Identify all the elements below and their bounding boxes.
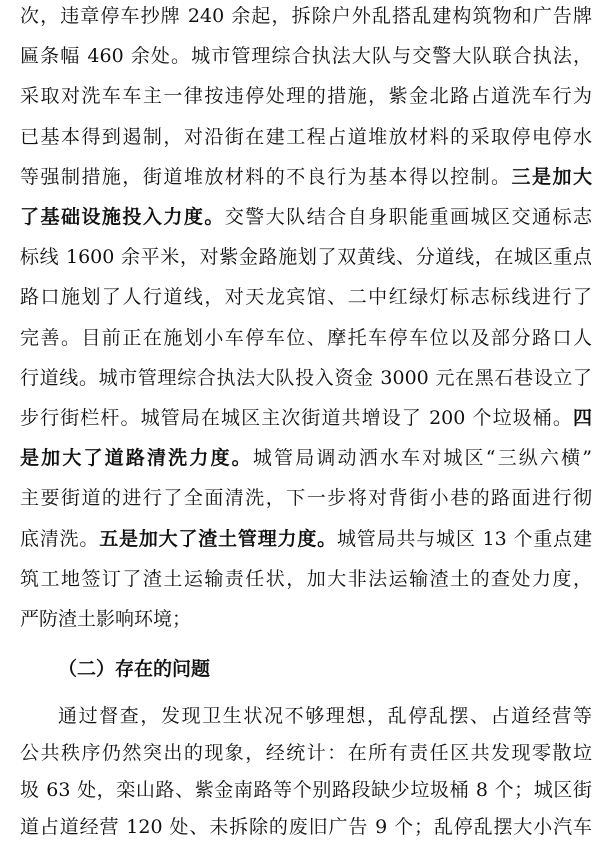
paragraph-line bbox=[20, 125, 592, 149]
text-run: 城管局调动洒水车对城区“三纵六横” bbox=[252, 447, 592, 469]
paragraph-line bbox=[20, 326, 592, 350]
text-run: 筑工地签订了渣土运输责任状，加大非法运输渣土的查处力度， bbox=[20, 568, 592, 590]
paragraph-line bbox=[20, 205, 592, 229]
text-run: 主要街道的进行了全面清洗，下一步将对背街小巷的路面进行彻 bbox=[20, 487, 592, 509]
text-run: 严防渣土影响环境； bbox=[20, 608, 192, 630]
text-run: 已基本得到遏制，对沿街在建工程占道堆放材料的采取停电停水 bbox=[20, 126, 592, 148]
paragraph-line bbox=[20, 567, 592, 591]
section-subheading: （二）存在的问题 bbox=[58, 658, 211, 680]
text-run: 行道线。城市管理综合执法大队投入资金 3000 元在黑石巷设立了 bbox=[20, 367, 592, 389]
paragraph-line: 公共秩序仍然突出的现象，经统计：在所有责任区共发现零散垃 bbox=[20, 742, 592, 764]
text-run: 步行街栏杆。城管局在城区主次街道共增设了 200 个垃圾桶。 bbox=[20, 407, 573, 429]
bold-text: 四 bbox=[572, 407, 592, 429]
paragraph-line bbox=[20, 406, 592, 430]
bold-text: 了基础设施投入力度。 bbox=[20, 206, 225, 228]
paragraph-line bbox=[20, 165, 592, 189]
paragraph-line: 道占道经营 120 处、未拆除的废旧广告 9 个；乱停乱摆大小汽车 bbox=[20, 816, 592, 838]
bold-text: 五是加大了渣土管理力度。 bbox=[99, 528, 337, 550]
text-run: 次，违章停车抄牌 240 余起，拆除户外乱搭乱建构筑物和广告牌 bbox=[20, 5, 592, 27]
text-run: 底清洗。 bbox=[20, 528, 100, 550]
paragraph-line bbox=[20, 446, 592, 470]
paragraph-line bbox=[20, 285, 592, 309]
bold-text: 是加大了道路清洗力度。 bbox=[20, 447, 253, 469]
text-run: 交警大队结合自身职能重画城区交通标志 bbox=[224, 206, 592, 228]
paragraph-line bbox=[20, 245, 592, 269]
paragraph-line bbox=[20, 84, 592, 108]
text-run: 路口施划了人行道线，对天龙宾馆、二中红绿灯标志标线进行了 bbox=[20, 286, 592, 308]
paragraph-line bbox=[20, 4, 592, 28]
text-run: 城管局共与城区 13 个重点建 bbox=[336, 528, 592, 550]
text-run: 标线 1600 余平米，对紫金路施划了双黄线、分道线，在城区重点 bbox=[20, 246, 592, 268]
paragraph-line bbox=[20, 527, 592, 551]
paragraph-line bbox=[20, 366, 592, 390]
text-run: 匾条幅 460 余处。城市管理综合执法大队与交警大队联合执法， bbox=[20, 45, 592, 67]
paragraph-line bbox=[20, 486, 592, 510]
paragraph-line bbox=[20, 607, 592, 631]
text-run: 采取对洗车车主一律按违停处理的措施，紫金北路占道洗车行为 bbox=[20, 85, 592, 107]
text-run: 完善。目前正在施划小车停车位、摩托车停车位以及部分路口人 bbox=[20, 327, 592, 349]
paragraph-line bbox=[20, 44, 592, 68]
paragraph-line: 圾 63 处，栾山路、紫金南路等个别路段缺少垃圾桶 8 个；城区街 bbox=[20, 779, 592, 801]
bold-text: 三是加大 bbox=[511, 166, 592, 188]
text-run: 等强制措施，街道堆放材料的不良行为基本得以控制。 bbox=[20, 166, 512, 188]
paragraph-line: 通过督查，发现卫生状况不够理想，乱停乱摆、占道经营等 bbox=[58, 705, 592, 727]
